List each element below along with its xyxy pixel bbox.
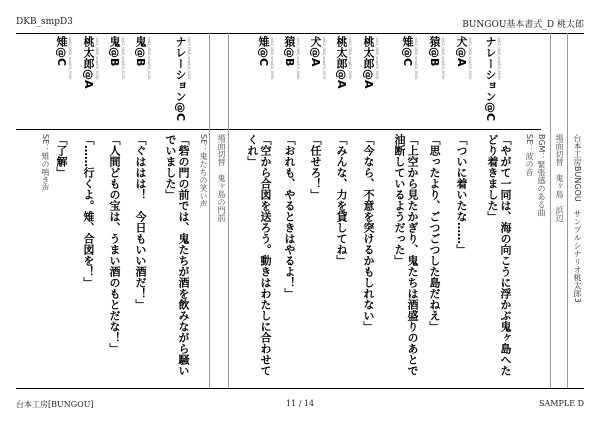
speaker-label: 桃太郎@A xyxy=(362,36,375,89)
script-title: 台本工房BUNGOU サンプルシナリオ桃太郎3 xyxy=(573,134,582,303)
dialogue-line: 「上空から見たかぎり、鬼たちは酒盛りのあとで油断しているようだった」 xyxy=(393,134,419,376)
line-id: cb02_DKB_smpD3_0040 xyxy=(414,37,418,80)
scene2-separator-a xyxy=(228,33,229,388)
scene1-note-se: SE：波の音 xyxy=(525,134,534,177)
scene1-heading: 場面切替 鬼ヶ島 浜辺 xyxy=(555,134,564,222)
dialogue-line: 「ついに着いたな……」 xyxy=(455,134,468,255)
dialogue-line: 「やがて一同は、海の向こうに浮かぶ鬼ヶ島へたどり着きました」 xyxy=(486,134,512,376)
dialogue-line: 「今なら、不意を突けるかもしれない」 xyxy=(362,134,375,332)
footer-right: SAMPLE D xyxy=(539,399,584,408)
speaker-label: 猿@B xyxy=(283,36,296,67)
line-id: cb02_DKB_smpD3_0100 xyxy=(187,37,191,80)
bottom-rule xyxy=(16,388,584,389)
line-id: cb02_DKB_smpD3_0090 xyxy=(270,37,274,80)
page-header-left: DKB_smpD3 xyxy=(16,17,73,27)
dialogue-line: 「……行くよ。雉、合図を！」 xyxy=(82,134,95,288)
scene2-heading: 場面切替 鬼ヶ島の門前 xyxy=(217,134,226,222)
footer-left: 台本工房[BUNGOU] xyxy=(16,400,94,409)
speaker-label: 猿@B xyxy=(428,36,441,67)
dialogue-line: 「ぐははは！ 今日もいい酒だ！」 xyxy=(134,134,147,310)
title-separator xyxy=(567,33,568,388)
speaker-label: 鬼@B xyxy=(108,36,121,67)
speaker-label: 雉@C xyxy=(257,36,270,67)
speaker-label: ナレーション@C xyxy=(484,36,497,122)
line-id: cb02_DKB_smpD3_0080 xyxy=(296,37,300,80)
speaker-label: 雉@C xyxy=(401,36,414,67)
line-id: cb02_DKB_smpD3_0120 xyxy=(121,37,125,80)
speaker-label: 鬼@B xyxy=(134,36,147,67)
speaker-label: 桃太郎@A xyxy=(335,36,348,89)
line-id: cb02_DKB_smpD3_0030 xyxy=(441,37,445,80)
scene1-separator xyxy=(550,33,551,388)
dialogue-line: 「みんな、力を貸してね」 xyxy=(335,134,348,266)
line-id: cb02_DKB_smpD3_0130 xyxy=(95,37,99,80)
speaker-label: 桃太郎@A xyxy=(82,36,95,89)
scene1-note-bgm: BGM：緊張感のある曲 xyxy=(537,134,546,217)
line-id: cb02_DKB_smpD3_0070 xyxy=(322,37,326,80)
line-id: cb02_DKB_smpD3_0060 xyxy=(348,37,352,80)
dialogue-line: 「おれも、やるときはやるよ！」 xyxy=(283,134,296,299)
speaker-label: 犬@A xyxy=(455,36,468,67)
page-number: 11 / 14 xyxy=(286,399,315,408)
scene2-separator-b xyxy=(209,33,210,388)
line-id: cb02_DKB_smpD3_0110 xyxy=(147,37,151,80)
line-id: cb02_DKB_smpD3_0010 xyxy=(497,37,501,80)
scene2-note-se: SE：鬼たちの笑い声 xyxy=(199,134,208,209)
dialogue-line: 「了解」 xyxy=(55,134,68,178)
dialogue-line: 「空から合図を送ろう。動きはわたしに合わせてくれ」 xyxy=(246,134,272,376)
speaker-band-rule xyxy=(16,129,541,130)
line-id: cb02_DKB_smpD3_0140 xyxy=(68,37,72,80)
line-id: cb02_DKB_smpD3_0050 xyxy=(375,37,379,80)
top-rule xyxy=(16,33,584,34)
dialogue-line: 「思ったより、ごつごつした島だねえ」 xyxy=(428,134,441,332)
line-id: cb02_DKB_smpD3_0020 xyxy=(468,37,472,80)
dialogue-line: 「砦の門の前では、鬼たちが酒を飲みながら騒いでいました」 xyxy=(164,134,190,376)
dialogue-line: 「任せろ！」 xyxy=(309,134,322,200)
speaker-label: 雉@C xyxy=(55,36,68,67)
scene2-trailing-note: SE：雉の鳴き声 xyxy=(41,134,50,193)
speaker-label: ナレーション@C xyxy=(174,36,187,122)
page-header-right: BUNGOU基本書式_D 桃太郎 xyxy=(462,20,584,30)
speaker-label: 犬@A xyxy=(309,36,322,67)
dialogue-line: 「人間どもの宝は、うまい酒のもとだな！」 xyxy=(108,134,121,354)
